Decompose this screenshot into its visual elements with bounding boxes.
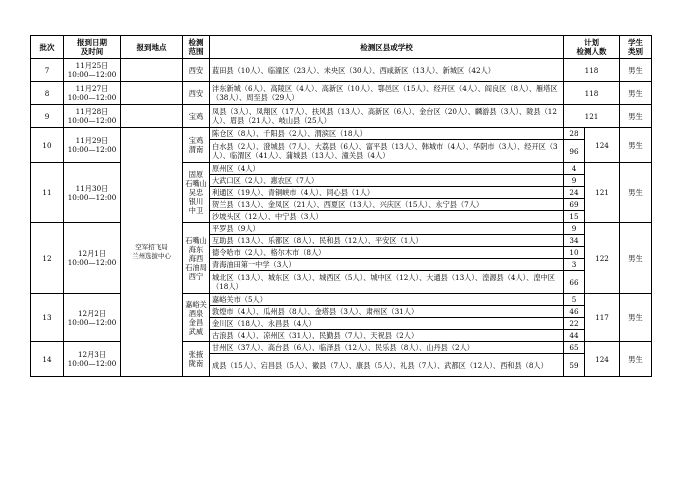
- scope-cell: 宝鸡 渭南: [183, 128, 210, 163]
- location-cell-empty: [121, 59, 183, 82]
- district-list: 沙坡头区（12人）、中宁县（3人）: [210, 211, 564, 223]
- report-date: 12月1日 10:00—12:00: [64, 223, 121, 294]
- district-list: 陈仓区（8人）、千阳县（2人）、渭滨区（18人）: [210, 128, 564, 140]
- sub-count: 96: [564, 140, 585, 163]
- batch-number: 7: [31, 59, 64, 82]
- header-districts: 检测区县或学校: [210, 36, 564, 59]
- sub-count: 59: [564, 354, 585, 377]
- sub-count: 22: [564, 318, 585, 330]
- header-date-text: 报到日期 及时间: [77, 38, 107, 56]
- student-category: 男生: [620, 342, 652, 377]
- schedule-table: [30, 35, 652, 377]
- student-category: 男生: [620, 294, 652, 342]
- planned-total: 118: [564, 59, 620, 82]
- scope-cell: 石嘴山 海东 海西 石油局 西宁: [183, 223, 210, 294]
- planned-total: 117: [585, 294, 620, 342]
- district-list: 青海油田第一中学（3人）: [210, 259, 564, 271]
- batch-number: 12: [31, 223, 64, 294]
- header-date: [64, 36, 121, 59]
- sub-count: 5: [564, 294, 585, 306]
- table-row: [31, 128, 652, 140]
- planned-total: 124: [585, 342, 620, 377]
- report-date: 12月2日 10:00—12:00: [64, 294, 121, 342]
- report-location: 空军招飞局 兰州选拔中心: [121, 128, 183, 377]
- district-list: 贺兰县（13人）、金凤区（21人）、西夏区（13人）、兴庆区（15人）、永宁县（7人）: [210, 199, 564, 211]
- student-category: 男生: [620, 163, 652, 223]
- batch-number: 11: [31, 163, 64, 223]
- sub-count: 46: [564, 306, 585, 318]
- district-list: 沣东新城（6人）、高陵区（4人）、高新区（10人）、鄠邑区（15人）、经开区（4人）、阎良区（8人）、雁塔区（38人）、周至县（29人）: [210, 82, 564, 105]
- table-row: [31, 82, 652, 105]
- district-list: 甘州区（37人）、高台县（6人）、临泽县（12人）、民乐县（8人）、山丹县（2人）: [210, 342, 564, 354]
- scope-cell: 张掖 陇南: [183, 342, 210, 377]
- batch-number: 8: [31, 82, 64, 105]
- table-row: [31, 105, 652, 128]
- district-list: 凤县（3人）、凤翔区（17人）、扶风县（13人）、高新区（6人）、金台区（20人）、麟游县（3人）、陇县（12人）、眉县（21人）、岐山县（25人）: [210, 105, 564, 128]
- district-list: 平罗县（9人）: [210, 223, 564, 235]
- header-scope: [183, 36, 210, 59]
- planned-total: 121: [585, 163, 620, 223]
- student-category: 男生: [620, 105, 652, 128]
- district-list: 成县（15人）、宕昌县（5人）、徽县（7人）、康县（5人）、礼县（7人）、武都区（12人）、西和县（8人）: [210, 354, 564, 377]
- header-location: 报到地点: [121, 36, 183, 59]
- batch-number: 10: [31, 128, 64, 163]
- batch-number: 9: [31, 105, 64, 128]
- scope-cell: 西安: [183, 82, 210, 105]
- batch-number: 13: [31, 294, 64, 342]
- report-date: 11月27日 10:00—12:00: [64, 82, 121, 105]
- sub-count: 4: [564, 163, 585, 175]
- sub-count: 9: [564, 175, 585, 187]
- district-list: 原州区（4人）: [210, 163, 564, 175]
- district-list: 利通区（19人）、青铜峡市（4人）、同心县（1人）: [210, 187, 564, 199]
- location-cell-empty: [121, 105, 183, 128]
- district-list: 大武口区（2人）、惠农区（7人）: [210, 175, 564, 187]
- sub-count: 3: [564, 259, 585, 271]
- header-category: [620, 36, 652, 59]
- student-category: 男生: [620, 223, 652, 294]
- sub-count: 66: [564, 271, 585, 294]
- batch-number: 14: [31, 342, 64, 377]
- report-date: 11月25日 10:00—12:00: [64, 59, 121, 82]
- report-date: 12月3日 10:00—12:00: [64, 342, 121, 377]
- district-list: 蓝田县（10人）、临潼区（23人）、未央区（30人）、西咸新区（13人）、新城区（42人）: [210, 59, 564, 82]
- header-planned-text: 计划 检测人数: [576, 38, 607, 56]
- sub-count: 24: [564, 187, 585, 199]
- sub-count: 34: [564, 235, 585, 247]
- scope-cell: 西安: [183, 59, 210, 82]
- district-list: 古浪县（4人）、凉州区（31人）、民勤县（7人）、天祝县（2人）: [210, 330, 564, 342]
- district-list: 嘉峪关市（5人）: [210, 294, 564, 306]
- sub-count: 65: [564, 342, 585, 354]
- table-row: [31, 59, 652, 82]
- sub-count: 9: [564, 223, 585, 235]
- header-batch: 批次: [31, 36, 64, 59]
- district-list: 互助县（13人）、乐都区（8人）、民和县（12人）、平安区（1人）: [210, 235, 564, 247]
- location-cell-empty: [121, 82, 183, 105]
- header-category-text: 学生 类别: [628, 38, 643, 56]
- header-scope-text: 检测 范围: [188, 38, 204, 56]
- student-category: 男生: [620, 82, 652, 105]
- planned-total: 118: [564, 82, 620, 105]
- planned-total: 121: [564, 105, 620, 128]
- sub-count: 69: [564, 199, 585, 211]
- student-category: 男生: [620, 59, 652, 82]
- scope-cell: 宝鸡: [183, 105, 210, 128]
- report-date: 11月28日 10:00—12:00: [64, 105, 121, 128]
- planned-total: 124: [585, 128, 620, 163]
- district-list: 白水县（2人）、澄城县（7人）、大荔县（6人）、富平县（13人）、韩城市（4人）、华阴市（3人）、经开区（3人）、临渭区（41人）、蒲城县（13人）、潼关县（4人）: [210, 140, 564, 163]
- sub-count: 10: [564, 247, 585, 259]
- planned-total: 122: [585, 223, 620, 294]
- district-list: 金川区（18人）、永昌县（4人）: [210, 318, 564, 330]
- sub-count: 15: [564, 211, 585, 223]
- schedule-body: [31, 59, 652, 377]
- scope-cell: 固原 石嘴山 吴忠 银川 中卫: [183, 163, 210, 223]
- district-list: 德令哈市（2人）、格尔木市（8人）: [210, 247, 564, 259]
- header-row: [31, 36, 652, 59]
- district-list: 敦煌市（4人）、瓜州县（8人）、金塔县（3人）、肃州区（31人）: [210, 306, 564, 318]
- sub-count: 28: [564, 128, 585, 140]
- student-category: 男生: [620, 128, 652, 163]
- header-planned: [564, 36, 620, 59]
- district-list: 城北区（13人）、城东区（3人）、城西区（5人）、城中区（12人）、大通县（13人）、湟源县（4人）、湟中区（18人）: [210, 271, 564, 294]
- scope-cell: 嘉峪关 酒泉 金昌 武威: [183, 294, 210, 342]
- sub-count: 44: [564, 330, 585, 342]
- report-date: 11月29日 10:00—12:00: [64, 128, 121, 163]
- report-date: 11月30日 10:00—12:00: [64, 163, 121, 223]
